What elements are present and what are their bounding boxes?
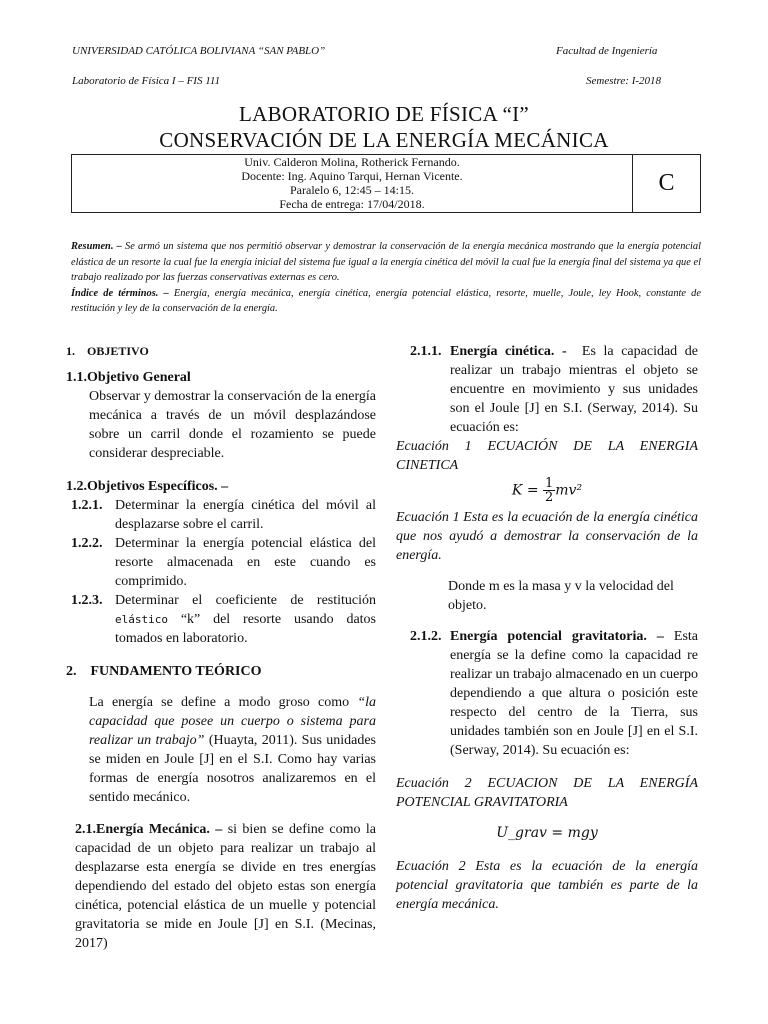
objective-item: 1.2.1. Determinar la energía cinética del móvil al desplazarse sobre el carril.	[71, 498, 376, 532]
equation-1-title: Ecuación 1 ECUACIÓN DE LA ENERGIA CINETICA	[396, 439, 698, 473]
section-2-1-2: 2.1.2. Energía potencial gravitatoria. – Esta energía se la define como la capacidad re realizar un trabajo almacenado en un cuerpo dependiendo a que altura o posición este respecto del centro de la Tierra, sus unidades también son en Joule [J] en el S.I. (Serway, 2014). Su ecuación es:	[410, 629, 698, 758]
section-1-1-heading: 1.1.Objetivo General	[66, 370, 191, 385]
equation-2: U_grav = mgy	[496, 825, 598, 841]
section-2-1-heading: 2.1.Energía Mecánica. –	[75, 822, 223, 837]
section-2-1-1-text: Es la capacidad de realizar un trabajo mientras el objeto se encuentre en movimiento y sus unidades son el Joule [J] en S.I. (Serway, 2014). Su ecuación es:	[450, 344, 698, 435]
objective-item: 1.2.2. Determinar la energía potencial elástica del resorte almacenada en este cuando es comprimido.	[71, 536, 376, 589]
section-1-1-text: Observar y demostrar la conservación de la energía mecánica a través de un móvil desplazándose sobre un carril donde el rozamiento se puede considerar despreciable.	[89, 389, 377, 461]
equation-2-title: Ecuación 2 ECUACION DE LA ENERGÍA POTENCIAL GRAVITATORIA	[396, 776, 698, 810]
abstract	[71, 239, 701, 317]
equation-1-caption: Ecuación 1 Esta es la ecuación de la energía cinética que nos ayudó a demostrar la conservación de la energía.	[396, 510, 698, 563]
section-2-1-2-heading: Energía potencial gravitatoria. –	[450, 629, 664, 644]
section-2-1-1: 2.1.1. Energía cinética. - Es la capacidad de realizar un trabajo mientras el objeto se encuentre en movimiento y sus unidades son el Joule [J] en S.I. (Serway, 2014). Su ecuación es:	[410, 344, 698, 435]
left-column	[66, 342, 376, 953]
page-subtitle: CONSERVACIÓN DE LA ENERGÍA MECÁNICA	[159, 128, 609, 152]
section-2-heading: 2. FUNDAMENTO TEÓRICO	[66, 664, 262, 679]
author-details	[72, 155, 633, 212]
course-name: Laboratorio de Física I – FIS 111	[72, 75, 221, 87]
abstract-label: Resumen. –	[71, 241, 122, 252]
section-1-heading: 1. OBJETIVO	[66, 344, 149, 358]
abstract-text: Se armó un sistema que nos permitió observar y demostrar la conservación de la energía mecánica mostrando que la energía potencial elástica de un resorte la cual fue la energía inicial del sistema fue igual a la energía cinética del móvil la cual fue la energía final del sistema ya que el trabajo realizado por las fuerzas conservativas externas es cero.	[71, 241, 701, 283]
equation-1: K = $\frac{1}{2}$ mv²	[511, 476, 583, 505]
grade-letter: C	[658, 170, 675, 196]
teacher-name: Docente: Ing. Aquino Tarqui, Hernan Vicente.	[241, 169, 463, 183]
student-name: Univ. Calderon Molina, Rotherick Fernando.	[244, 155, 460, 169]
right-column	[396, 342, 698, 914]
semester: Semestre: I-2018	[586, 75, 662, 87]
section-2-1-1-heading: Energía cinética. -	[450, 344, 567, 359]
terms-text: Energía, energía mecánica, energía cinética, energía potencial elástica, resorte, muelle, Joule, ley Hook, constante de restitución y ley de la conservación de la energía.	[71, 287, 701, 314]
section-2-text: La energía se define a modo groso como “la capacidad que posee un cuerpo o sistema para realizar un trabajo” (Huayta, 2011). Sus unidades se miden en Joule [J] en el S.I. Como hay varias formas de energía nosotros analizaremos en el sentido mecánico.	[89, 695, 377, 805]
page-title: LABORATORIO DE FÍSICA “I”	[238, 102, 530, 126]
section-time: Paralelo 6, 12:45 – 14:15.	[290, 183, 414, 197]
section-2-1-2-text: Esta energía se la define como la capacidad re realizar un trabajo almacenado en un cuerpo dependiendo a que altura o posición este respecto del centro de la Tierra, sus unidades también son en Joule [J] en el S.I. (Serway, 2014). Su ecuación es:	[450, 629, 698, 758]
fraction: $\frac{1}{2}$	[545, 476, 554, 505]
objective-item: 1.2.3. Determinar el coeficiente de restitución elástico “k” del resorte usando datos tomados en laboratorio.	[71, 593, 377, 646]
section-2-1	[75, 820, 376, 953]
university-name: UNIVERSIDAD CATÓLICA BOLIVIANA “SAN PABLO”	[72, 45, 326, 57]
terms-label: Índice de términos. –	[71, 287, 169, 299]
due-date: Fecha de entrega: 17/04/2018.	[279, 197, 425, 211]
faculty-name: Facultad de Ingeniería	[556, 45, 658, 57]
section-2-1-text: si bien se define como la capacidad de un objeto para realizar un trabajo al desplazarse esta energía se divide en tres energías dependiendo del estado del objeto estas son energía cinética, potencial elástica de un muelle y potencial gravitatoria se mide en Joule [J] en S.I. (Mecinas, 2017)	[75, 822, 376, 951]
equation-1-note: Donde m es la masa y v la velocidad del objeto.	[448, 579, 674, 613]
author-info-box	[71, 154, 701, 213]
section-1-2-heading: 1.2.Objetivos Específicos. –	[66, 479, 229, 494]
equation-2-caption: Ecuación 2 Esta es la ecuación de la energía potencial gravitatoria que también es parte de la energía mecánica.	[396, 859, 698, 912]
